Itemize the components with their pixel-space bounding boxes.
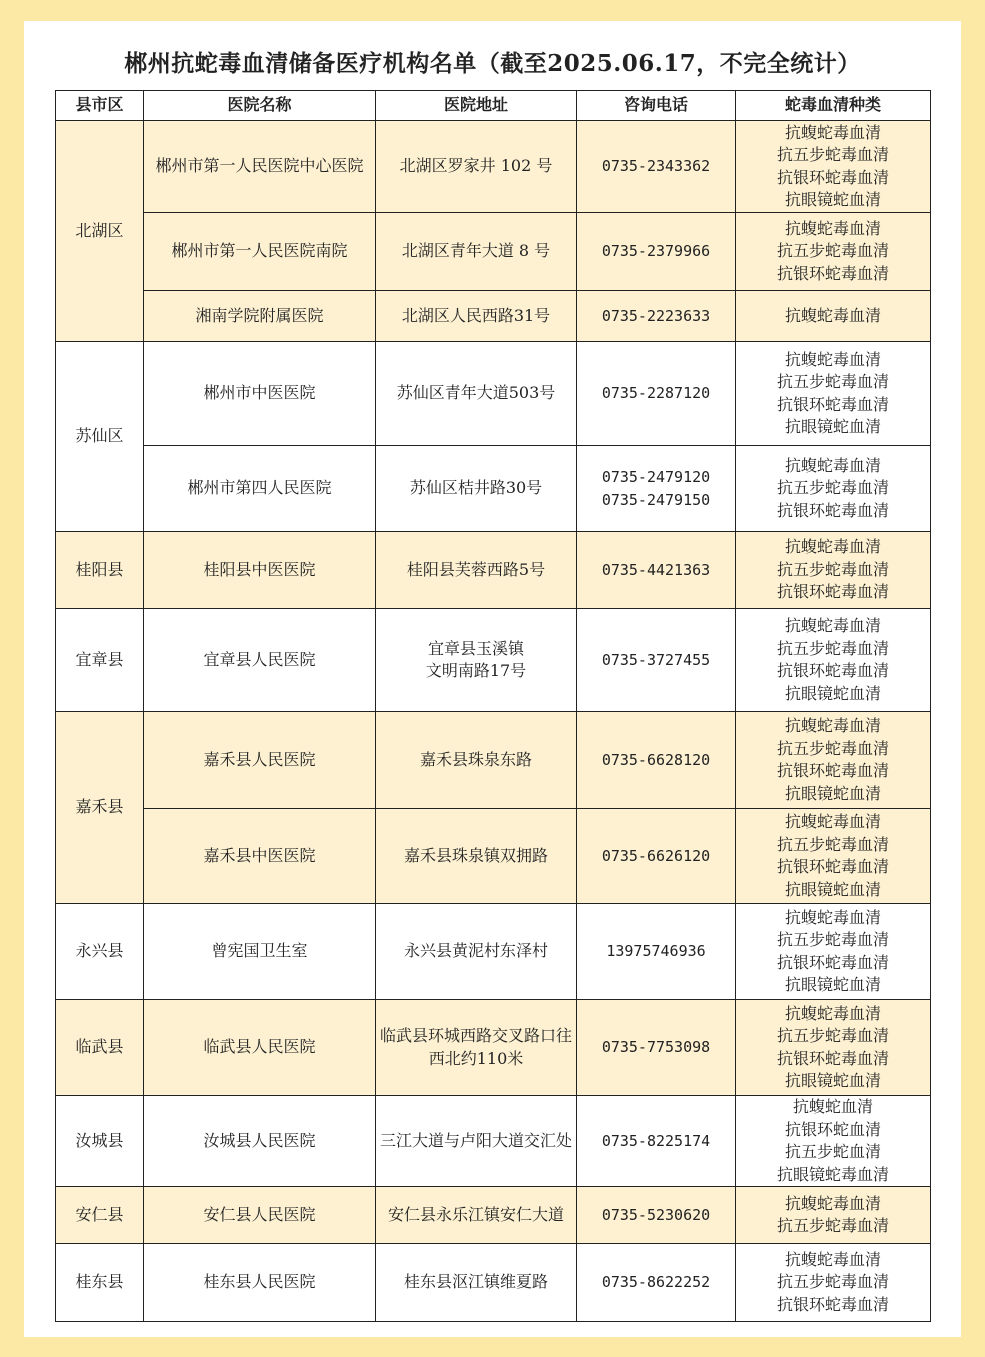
hospital-name-cell: 桂东县人民医院 <box>144 1244 376 1322</box>
serum-type: 抗蝮蛇毒血清 <box>784 812 881 831</box>
hospital-name-cell: 临武县人民医院 <box>144 1000 376 1096</box>
phone-number: 0735-5230620 <box>601 1205 711 1224</box>
header-hospital-name: 医院名称 <box>144 91 376 121</box>
serum-type: 抗蝮蛇毒血清 <box>784 716 881 735</box>
address-line: 临武县环城西路交叉路口往西北约110米 <box>379 1026 572 1068</box>
address-line: 苏仙区桔井路30号 <box>409 478 543 498</box>
hospital-name-cell: 郴州市中医医院 <box>144 342 376 446</box>
header-phone: 咨询电话 <box>577 91 736 121</box>
hospital-name-cell: 郴州市第一人民医院南院 <box>144 213 376 291</box>
phone-cell <box>577 342 736 446</box>
serum-type: 抗银环蛇毒血清 <box>776 1294 889 1314</box>
serum-type: 抗五步蛇毒血清 <box>776 241 889 261</box>
table-header-row <box>56 91 931 121</box>
serum-types-cell <box>736 904 931 1000</box>
phone-number: 0735-4421363 <box>601 560 711 579</box>
address-line: 苏仙区青年大道503号 <box>396 383 556 403</box>
table-row <box>56 1187 931 1244</box>
district-cell: 嘉禾县 <box>56 712 144 904</box>
hospital-name-cell: 桂阳县中医医院 <box>144 532 376 609</box>
hospital-address-cell <box>376 213 577 291</box>
serum-type: 抗五步蛇毒血清 <box>776 559 889 579</box>
phone-cell <box>577 1096 736 1187</box>
table-row <box>56 446 931 532</box>
address-line: 北湖区人民西路31号 <box>401 305 551 325</box>
serum-type: 抗银环蛇毒血清 <box>776 857 889 876</box>
serum-type: 抗蝮蛇毒血清 <box>784 122 881 142</box>
serum-type: 抗五步蛇毒血清 <box>776 1026 889 1045</box>
phone-cell <box>577 1000 736 1096</box>
phone-cell <box>577 121 736 213</box>
phone-cell <box>577 809 736 904</box>
serum-type: 抗银环蛇毒血清 <box>776 582 889 602</box>
hospital-address-cell <box>376 809 577 904</box>
hospital-name-cell: 曾宪国卫生室 <box>144 904 376 1000</box>
hospital-address-cell <box>376 712 577 809</box>
header-serum-types: 蛇毒血清种类 <box>736 91 931 121</box>
serum-type: 抗蝮蛇毒血清 <box>784 218 881 238</box>
document-sheet <box>24 21 961 1337</box>
address-line: 三江大道与卢阳大道交汇处 <box>379 1130 572 1150</box>
serum-type: 抗五步蛇毒血清 <box>776 834 889 854</box>
serum-type: 抗银环蛇毒血清 <box>776 952 889 972</box>
district-cell: 桂东县 <box>56 1244 144 1322</box>
phone-cell <box>577 291 736 342</box>
serum-type: 抗银环蛇毒血清 <box>776 761 889 780</box>
address-line: 嘉禾县珠泉镇双拥路 <box>403 845 548 865</box>
phone-cell <box>577 1187 736 1244</box>
serum-type: 抗银环蛇血清 <box>784 1119 881 1139</box>
serum-type: 抗五步蛇毒血清 <box>776 372 889 391</box>
table-row <box>56 532 931 609</box>
serum-type: 抗眼镜蛇血清 <box>784 879 881 899</box>
serum-types-cell <box>736 712 931 809</box>
hospital-address-cell <box>376 1187 577 1244</box>
address-line: 北湖区青年大道 8 号 <box>401 241 551 261</box>
serum-type: 抗五步蛇毒血清 <box>776 1272 889 1292</box>
page-title: 郴州抗蛇毒血清储备医疗机构名单（截至2025.06.17，不完全统计） <box>124 50 861 77</box>
serum-types-cell <box>736 1187 931 1244</box>
serum-type: 抗蝮蛇毒血清 <box>784 455 881 475</box>
serum-type: 抗银环蛇毒血清 <box>776 263 889 283</box>
table-row <box>56 809 931 904</box>
table-row <box>56 609 931 712</box>
serum-type: 抗五步蛇毒血清 <box>776 478 889 498</box>
district-cell: 安仁县 <box>56 1187 144 1244</box>
table-row <box>56 213 931 291</box>
serum-type: 抗五步蛇毒血清 <box>776 145 889 164</box>
table-row <box>56 121 931 213</box>
address-line: 永兴县黄泥村东泽村 <box>403 941 548 961</box>
serum-type: 抗五步蛇毒血清 <box>776 638 889 658</box>
phone-number: 0735-8622252 <box>601 1273 711 1292</box>
phone-number: 0735-2287120 <box>601 384 711 403</box>
hospital-table <box>55 90 931 1322</box>
hospital-address-cell <box>376 904 577 1000</box>
serum-type: 抗银环蛇毒血清 <box>776 1048 889 1068</box>
serum-types-cell <box>736 446 931 532</box>
serum-type: 抗蝮蛇毒血清 <box>784 616 881 635</box>
phone-cell <box>577 446 736 532</box>
address-line: 北湖区罗家井 102 号 <box>399 156 553 176</box>
phone-cell <box>577 904 736 1000</box>
hospital-address-cell <box>376 342 577 446</box>
hospital-address-cell <box>376 609 577 712</box>
hospital-name-cell: 郴州市第四人民医院 <box>144 446 376 532</box>
phone-cell <box>577 609 736 712</box>
serum-types-cell <box>736 609 931 712</box>
hospital-name-cell: 安仁县人民医院 <box>144 1187 376 1244</box>
hospital-address-cell <box>376 532 577 609</box>
hospital-address-cell <box>376 1096 577 1187</box>
phone-number: 0735-2379966 <box>601 242 711 261</box>
hospital-address-cell <box>376 121 577 213</box>
serum-type: 抗蝮蛇毒血清 <box>784 1193 881 1213</box>
phone-cell <box>577 532 736 609</box>
phone-number: 0735-2479120 <box>601 468 711 486</box>
district-cell: 苏仙区 <box>56 342 144 532</box>
serum-type: 抗五步蛇血清 <box>784 1142 881 1161</box>
hospital-name-cell: 宜章县人民医院 <box>144 609 376 712</box>
serum-type: 抗五步蛇毒血清 <box>776 738 889 758</box>
table-row <box>56 904 931 1000</box>
serum-types-cell <box>736 121 931 213</box>
serum-types-cell <box>736 532 931 609</box>
hospital-name-cell: 汝城县人民医院 <box>144 1096 376 1187</box>
serum-type: 抗蝮蛇毒血清 <box>784 1003 881 1023</box>
table-row <box>56 1000 931 1096</box>
serum-type: 抗蝮蛇毒血清 <box>784 305 881 325</box>
serum-type: 抗眼镜蛇毒血清 <box>776 1164 889 1184</box>
serum-type: 抗蝮蛇毒血清 <box>784 907 881 927</box>
serum-types-cell <box>736 809 931 904</box>
table-row <box>56 712 931 809</box>
header-hospital-address: 医院地址 <box>376 91 577 121</box>
serum-types-cell <box>736 342 931 446</box>
serum-type: 抗眼镜蛇血清 <box>784 190 881 209</box>
phone-number: 0735-8225174 <box>601 1131 711 1150</box>
table-row <box>56 291 931 342</box>
phone-number: 0735-2479150 <box>601 490 711 509</box>
serum-types-cell <box>736 1096 931 1187</box>
hospital-name-cell: 嘉禾县中医医院 <box>144 809 376 904</box>
hospital-address-cell <box>376 446 577 532</box>
serum-type: 抗五步蛇毒血清 <box>776 930 889 949</box>
serum-type: 抗眼镜蛇血清 <box>784 417 881 436</box>
serum-type: 抗眼镜蛇血清 <box>784 783 881 803</box>
phone-number: 0735-7753098 <box>601 1038 711 1057</box>
serum-type: 抗银环蛇毒血清 <box>776 167 889 187</box>
address-line: 桂阳县芙蓉西路5号 <box>406 559 546 579</box>
serum-type: 抗蝮蛇毒血清 <box>784 349 881 369</box>
phone-number: 0735-2223633 <box>601 306 711 325</box>
serum-types-cell <box>736 213 931 291</box>
table-body <box>56 121 931 1322</box>
hospital-address-cell <box>376 291 577 342</box>
address-line: 宜章县玉溪镇 <box>427 638 524 658</box>
serum-type: 抗蝮蛇毒血清 <box>784 537 881 557</box>
district-cell: 桂阳县 <box>56 532 144 609</box>
phone-number: 0735-6626120 <box>601 846 711 865</box>
serum-type: 抗银环蛇毒血清 <box>776 661 889 680</box>
serum-type: 抗眼镜蛇血清 <box>784 975 881 994</box>
table-row <box>56 1244 931 1322</box>
hospital-name-cell: 郴州市第一人民医院中心医院 <box>144 121 376 213</box>
serum-type: 抗眼镜蛇血清 <box>784 683 881 703</box>
serum-type: 抗银环蛇毒血清 <box>776 394 889 414</box>
table-row <box>56 1096 931 1187</box>
district-cell: 汝城县 <box>56 1096 144 1187</box>
district-cell: 临武县 <box>56 1000 144 1096</box>
district-cell: 永兴县 <box>56 904 144 1000</box>
address-line: 桂东县沤江镇维夏路 <box>403 1272 548 1292</box>
serum-type: 抗蝮蛇血清 <box>792 1097 873 1116</box>
district-cell: 北湖区 <box>56 121 144 342</box>
serum-types-cell <box>736 291 931 342</box>
hospital-address-cell <box>376 1000 577 1096</box>
phone-cell <box>577 1244 736 1322</box>
serum-type: 抗银环蛇毒血清 <box>776 500 889 520</box>
address-line: 嘉禾县珠泉东路 <box>419 749 532 769</box>
phone-cell <box>577 213 736 291</box>
hospital-name-cell: 湘南学院附属医院 <box>144 291 376 342</box>
table-row <box>56 342 931 446</box>
district-cell: 宜章县 <box>56 609 144 712</box>
address-line: 安仁县永乐江镇安仁大道 <box>387 1204 564 1224</box>
phone-number: 0735-3727455 <box>601 650 711 669</box>
serum-type: 抗五步蛇毒血清 <box>776 1216 889 1235</box>
address-line: 文明南路17号 <box>425 661 527 680</box>
header-district: 县市区 <box>56 91 144 121</box>
serum-type: 抗蝮蛇毒血清 <box>784 1249 881 1269</box>
phone-number: 0735-6628120 <box>601 750 711 769</box>
serum-type: 抗眼镜蛇血清 <box>784 1071 881 1090</box>
phone-cell <box>577 712 736 809</box>
phone-number: 0735-2343362 <box>601 157 711 176</box>
serum-types-cell <box>736 1000 931 1096</box>
serum-types-cell <box>736 1244 931 1322</box>
phone-number: 13975746936 <box>606 942 706 961</box>
hospital-name-cell: 嘉禾县人民医院 <box>144 712 376 809</box>
hospital-address-cell <box>376 1244 577 1322</box>
